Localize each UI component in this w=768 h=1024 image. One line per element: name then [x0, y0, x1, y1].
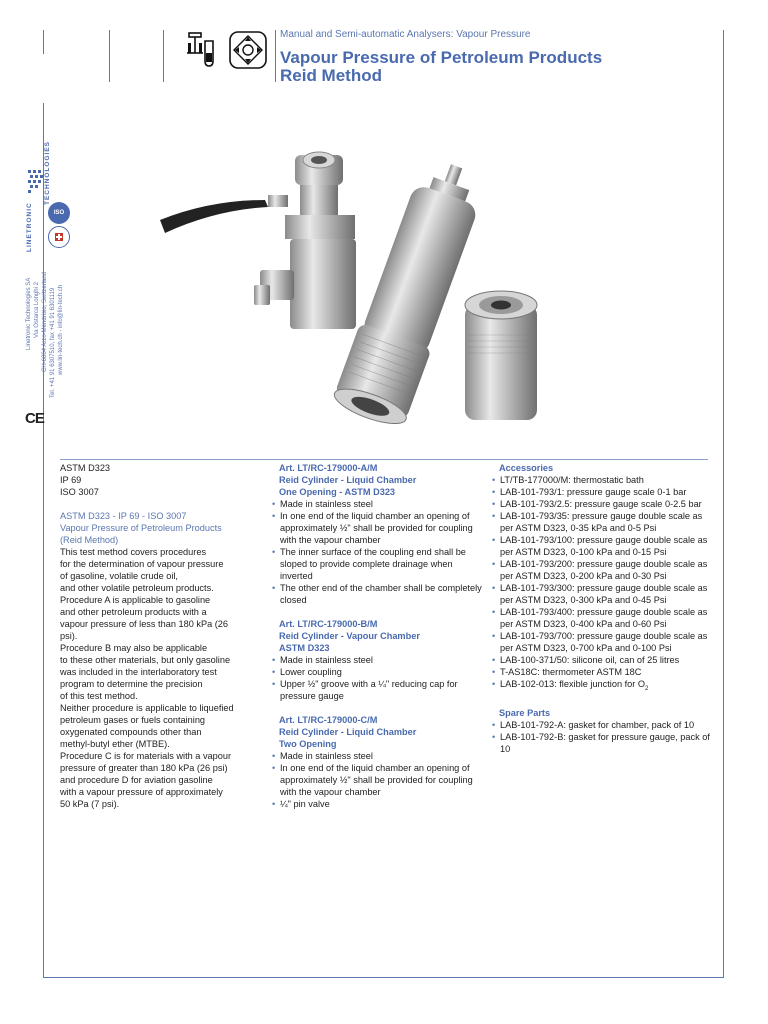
title-line: Vapour Pressure of Petroleum Products	[280, 48, 603, 67]
brand-name: LINETRONIC	[26, 202, 33, 252]
text-line: Procedure A is applicable to gasoline	[60, 595, 211, 605]
standard-code: ASTM D323	[60, 463, 111, 473]
frame-line	[43, 977, 724, 978]
article-spec: Two Opening	[279, 739, 337, 749]
list-item: • LAB-101-793/35: pressure gauge double scale as per ASTM D323, 0-35 kPa and 0-5 Psi	[492, 510, 717, 534]
lab-flask-icon	[180, 30, 220, 70]
list-item: • LAB-101-793/200: pressure gauge double scale as per ASTM D323, 0-200 kPa and 0-30 Psi	[492, 558, 717, 582]
list-item: • The other end of the chamber shall be completely closed	[272, 582, 487, 606]
list-item: • LAB-101-793/300: pressure gauge double scale as per ASTM D323, 0-300 kPa and 0-45 Psi	[492, 582, 717, 606]
list-item: • The inner surface of the coupling end shall be sloped to provide complete drainage when inverted	[272, 546, 487, 582]
text-line: of this test method.	[60, 691, 138, 701]
frame-line	[163, 30, 164, 82]
list-item: • LAB-100-371/50: silicone oil, can of 25 litres	[492, 654, 717, 666]
accessories-list	[492, 474, 717, 695]
feature-list	[272, 750, 487, 810]
text-line: and other volatile petroleum products.	[60, 583, 214, 593]
iso-badge-icon: ISO	[48, 202, 70, 224]
method-title: (Reid Method)	[60, 535, 119, 545]
method-title: Vapour Pressure of Petroleum Products	[60, 523, 222, 533]
text-line: and other petroleum products with a	[60, 607, 207, 617]
address-line: Tel. +41 91 6307510, fax +41 91 6301119	[50, 287, 56, 398]
text-line: vapour pressure of less than 180 kPa (26	[60, 619, 229, 629]
method-title: ASTM D323 - IP 69 - ISO 3007	[60, 511, 187, 521]
frame-line	[43, 30, 44, 54]
list-item: • ¼" pin valve	[272, 798, 487, 810]
list-item: • Made in stainless steel	[272, 750, 487, 762]
text-line: methyl-butyl ether (MTBE).	[60, 739, 170, 749]
text-line: for the determination of vapour pressure	[60, 559, 224, 569]
article-code: Art. LT/RC-179000-A/M	[279, 463, 378, 473]
text-line: Procedure C is for materials with a vapour	[60, 751, 232, 761]
list-item: • LT/TB-177000/M: thermostatic bath	[492, 474, 717, 486]
standard-code: ISO 3007	[60, 487, 99, 497]
text-line: oxygenated compounds other than	[60, 727, 202, 737]
product-photo	[150, 145, 570, 445]
list-item: • LAB-101-793/1: pressure gauge scale 0-1 bar	[492, 486, 717, 498]
list-item	[492, 678, 717, 695]
list-item: • Lower coupling	[272, 666, 487, 678]
list-item: • Upper ½" groove with a ¼" reducing cap for pressure gauge	[272, 678, 487, 702]
article-spec: ASTM D323	[279, 643, 330, 653]
text-line: with a vapour pressure of approximately	[60, 787, 223, 797]
article-name: Reid Cylinder - Liquid Chamber	[279, 475, 417, 485]
product-c	[272, 714, 487, 750]
list-item: • LAB-101-793/2.5: pressure gauge scale 0-2.5 bar	[492, 498, 717, 510]
subscript: 2	[645, 685, 649, 692]
text-line: and procedure D for aviation gasoline	[60, 775, 213, 785]
method-description	[60, 546, 260, 810]
list-item: • LAB-101-793/400: pressure gauge double scale as per ASTM D323, 0-400 kPa and 0-60 Psi	[492, 606, 717, 630]
text-line: Procedure B may also be applicable	[60, 643, 208, 653]
text-line: Neither procedure is applicable to liquefied	[60, 703, 234, 713]
list-item: • LAB-101-792-B: gasket for pressure gauge, pack of 10	[492, 731, 717, 755]
address-line: www.lin-tech.ch - info@lin-tech.ch	[58, 284, 64, 375]
page-title	[280, 49, 602, 85]
products-column	[272, 462, 487, 810]
spare-parts-list	[492, 719, 717, 755]
accessories-column	[492, 462, 717, 755]
diamond-arrows-icon	[228, 30, 268, 70]
list-item: • In one end of the liquid chamber an opening of approximately ½" shall be provided for coupling with the vapour chamber	[272, 762, 487, 798]
address-line: Linetronic Technologies SA	[26, 277, 32, 350]
article-code: Art. LT/RC-179000-C/M	[279, 715, 378, 725]
feature-list	[272, 654, 487, 702]
list-item: • LAB-101-793/100: pressure gauge double scale as per ASTM D323, 0-100 kPa and 0-15 Psi	[492, 534, 717, 558]
frame-line	[109, 30, 110, 82]
address-line: Via Ostarca Longhi 2	[34, 282, 40, 338]
article-code: Art. LT/RC-179000-B/M	[279, 619, 378, 629]
text-line: program to determine the precision	[60, 679, 203, 689]
text-line: was included in the interlaboratory test	[60, 667, 217, 677]
frame-line	[43, 103, 44, 978]
list-item: • Made in stainless steel	[272, 654, 487, 666]
list-item: • T-AS18C: thermometer ASTM 18C	[492, 666, 717, 678]
feature-list	[272, 498, 487, 606]
brand-logo-icon	[26, 168, 48, 196]
text-line: This test method covers procedures	[60, 547, 207, 557]
title-line: Reid Method	[280, 66, 382, 85]
list-item: • Made in stainless steel	[272, 498, 487, 510]
ce-mark: CE	[25, 410, 44, 427]
text-line: of gasoline, volatile crude oil,	[60, 571, 178, 581]
article-name: Reid Cylinder - Liquid Chamber	[279, 727, 417, 737]
swiss-cert-badge-icon	[48, 226, 70, 248]
text-line: psi).	[60, 631, 78, 641]
list-item: • LAB-101-793/700: pressure gauge double scale as per ASTM D323, 0-700 kPa and 0-100 Psi	[492, 630, 717, 654]
list-item: • In one end of the liquid chamber an opening of approximately ½" shall be provided for coupling with the vapour chamber	[272, 510, 487, 546]
accessories-heading: Accessories	[499, 463, 554, 473]
product-b	[272, 618, 487, 654]
text-line: pressure of greater than 180 kPa (26 psi)	[60, 763, 228, 773]
frame-line	[275, 30, 276, 82]
list-item: • LAB-101-792-A: gasket for chamber, pack of 10	[492, 719, 717, 731]
list-item-text: LAB-102-013: flexible junction for O	[500, 679, 646, 689]
text-line: 50 kPa (7 psi).	[60, 799, 120, 809]
page-subtitle: Manual and Semi-automatic Analysers: Vapour Pressure	[280, 29, 531, 40]
text-line: petroleum gases or fuels containing	[60, 715, 206, 725]
text-line: to these other materials, but only gasoline	[60, 655, 231, 665]
brand-name: TECHNOLOGIES	[44, 140, 51, 205]
standards-column	[60, 462, 260, 810]
frame-line	[723, 30, 724, 978]
address-line: CH-6864 Arzo-Mendrisio, Switzerland	[42, 271, 48, 372]
article-name: Reid Cylinder - Vapour Chamber	[279, 631, 420, 641]
standard-code: IP 69	[60, 475, 82, 485]
article-spec: One Opening - ASTM D323	[279, 487, 396, 497]
product-a	[272, 462, 487, 498]
spare-parts-heading: Spare Parts	[499, 707, 551, 718]
divider	[60, 459, 708, 460]
